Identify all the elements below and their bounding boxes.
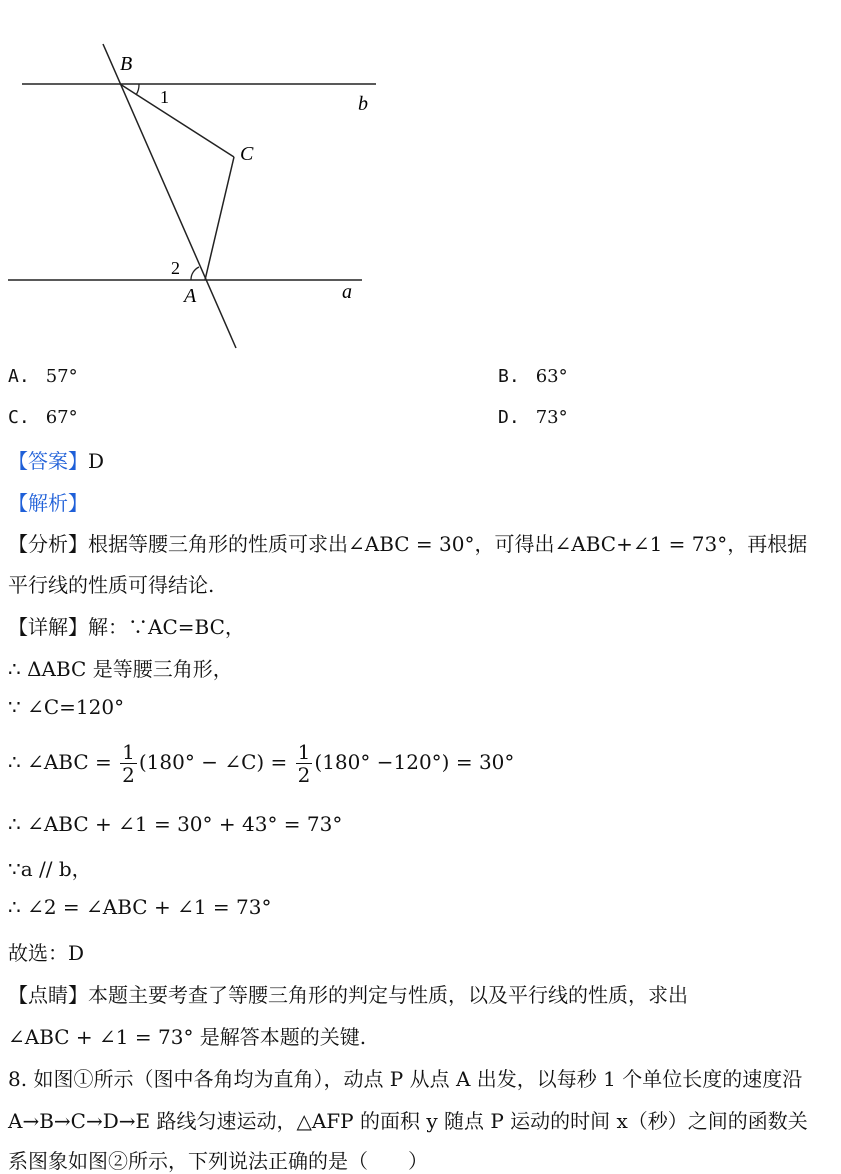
label-a-point: A	[184, 285, 197, 307]
transversal-line	[103, 44, 236, 348]
detail-line-1	[8, 611, 245, 640]
detail-text-1: 解：∵AC=BC，	[88, 615, 245, 639]
detail-4b: (180° − ∠C) =	[138, 750, 288, 774]
option-c-letter: C.	[8, 407, 30, 428]
detail-line-6: ∵a // b，	[8, 857, 92, 881]
angle-1-arc	[136, 84, 139, 95]
detail-tag: 【详解】	[8, 615, 88, 639]
fraction-1-num: 1	[122, 740, 135, 764]
detail-line-8: 故选：D	[8, 941, 85, 965]
comment-text-1: 本题主要考查了等腰三角形的判定与性质，以及平行线的性质，求出	[88, 983, 688, 1007]
detail-line-2: ∴ ΔABC 是等腰三角形，	[8, 657, 233, 681]
option-b-value: 63°	[535, 366, 568, 387]
label-line-a: a	[342, 281, 352, 303]
detail-line-3: ∵ ∠C=120°	[8, 695, 125, 719]
fenxi-line-1	[8, 528, 807, 557]
option-b-letter: B.	[498, 366, 520, 387]
answer-value: D	[88, 449, 105, 473]
detail-4a: ∴ ∠ABC =	[8, 750, 112, 774]
option-a-letter: A.	[8, 366, 30, 387]
label-angle-1: 1	[160, 87, 169, 107]
option-a[interactable]	[8, 366, 78, 387]
fraction-2-num: 1	[297, 740, 311, 764]
label-angle-2: 2	[171, 258, 180, 278]
analysis-tag: 【解析】	[8, 491, 88, 515]
option-d-letter: D.	[498, 407, 520, 428]
fenxi-line-2: 平行线的性质可得结论.	[8, 573, 215, 597]
option-c-value: 67°	[45, 407, 78, 428]
option-b[interactable]	[498, 366, 568, 387]
fraction-1	[120, 741, 137, 786]
q8-line-3: 系图象如图②所示，下列说法正确的是（ ）	[8, 1149, 428, 1173]
comment-tag: 【点睛】	[8, 983, 88, 1007]
label-b-point: B	[120, 53, 133, 75]
fraction-1-den: 2	[122, 763, 135, 787]
answer-line	[8, 445, 104, 474]
label-line-b: b	[358, 93, 368, 115]
comment-line-2: ∠ABC + ∠1 = 73° 是解答本题的关键.	[8, 1025, 367, 1049]
angle-2-arc	[191, 267, 199, 280]
option-d[interactable]	[498, 407, 568, 428]
fenxi-text-1: 根据等腰三角形的性质可求出∠ABC = 30°，可得出∠ABC+∠1 = 73°，再根据	[88, 532, 808, 556]
fraction-2-den: 2	[297, 763, 311, 787]
q8-line-1: 8. 如图①所示（图中各角均为直角），动点 P 从点 A 出发，以每秒 1 个单位长度的速度沿	[8, 1067, 803, 1091]
detail-line-4	[8, 741, 514, 786]
label-c-point: C	[240, 143, 254, 165]
fraction-2	[296, 741, 313, 786]
detail-4c: (180° −120°) = 30°	[314, 750, 515, 774]
geometry-figure	[0, 0, 400, 360]
option-d-value: 73°	[535, 407, 568, 428]
fenxi-tag: 【分析】	[8, 532, 88, 556]
option-c[interactable]	[8, 407, 78, 428]
detail-line-7: ∴ ∠2 = ∠ABC + ∠1 = 73°	[8, 895, 272, 919]
comment-line-1	[8, 979, 688, 1008]
answer-tag: 【答案】	[8, 449, 88, 473]
option-a-value: 57°	[45, 366, 78, 387]
detail-line-5: ∴ ∠ABC + ∠1 = 30° + 43° = 73°	[8, 812, 343, 836]
q8-line-2: A→B→C→D→E 路线匀速运动，△AFP 的面积 y 随点 P 运动的时间 x（秒）之间的函数关	[8, 1109, 808, 1133]
segment-ca	[205, 157, 234, 280]
